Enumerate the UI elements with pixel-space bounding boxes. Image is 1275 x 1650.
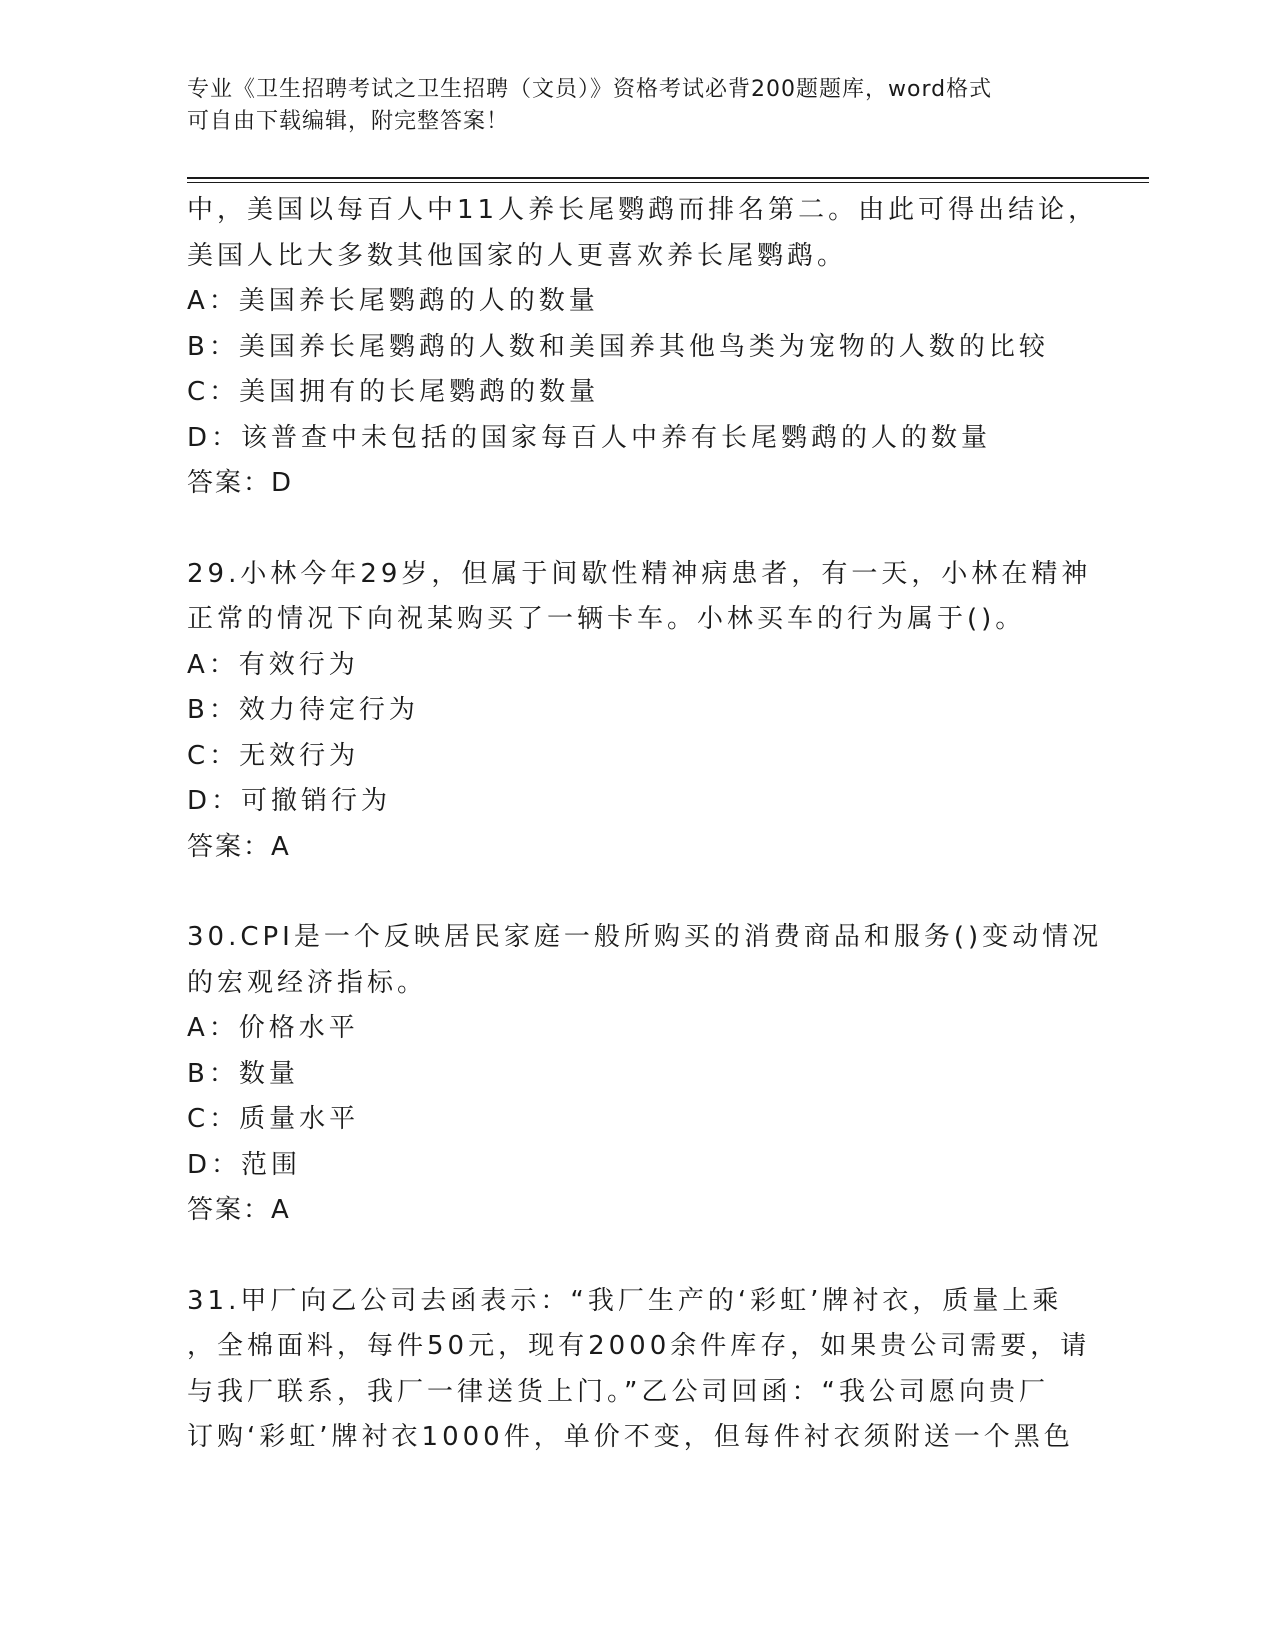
header-divider [187,177,1149,179]
question-text-line: 订购‘彩虹’牌衬衣1000件，单价不变，但每件衬衣须附送一个黑色 [187,1422,1074,1452]
answer-line: 答案：A [187,1195,291,1225]
option-a: A：价格水平 [187,1013,359,1043]
option-b: B：效力待定行为 [187,695,419,725]
option-d: D：范围 [187,1149,302,1180]
option-a: A：美国养长尾鹦鹉的人的数量 [187,286,599,316]
option-c: C：无效行为 [187,740,360,771]
document-body [187,188,1103,1461]
option-d: D：可撤销行为 [187,786,392,816]
option-b: B：美国养长尾鹦鹉的人数和美国养其他鸟类为宠物的人数的比较 [187,331,1049,362]
question-text-line: 与我厂联系，我厂一律送货上门。”乙公司回函：“我公司愿向贵厂 [187,1376,1049,1407]
question-text-line: 31.甲厂向乙公司去函表示：“我厂生产的‘彩虹’牌衬衣，质量上乘 [187,1285,1063,1316]
question-text-line: ，全棉面料，每件50元，现有2000余件库存，如果贵公司需要，请 [187,1331,1091,1361]
answer-line: 答案：A [187,831,291,862]
header-title-line-1: 专业《卫生招聘考试之卫生招聘（文员）》资格考试必背200题题库，word格式 [187,77,993,102]
question-text-line: 正常的情况下向祝某购买了一辆卡车。小林买车的行为属于()。 [187,604,1026,634]
header-title-line-2: 可自由下载编辑，附完整答案！ [187,109,510,134]
question-text-line: 的宏观经济指标。 [187,967,428,998]
question-text-line: 29.小林今年29岁，但属于间歇性精神病患者，有一天，小林在精神 [187,558,1092,589]
question-continuation [187,188,1099,507]
option-b: B：数量 [187,1058,299,1089]
question-text-line: 中，美国以每百人中11人养长尾鹦鹉而排名第二。由此可得出结论， [187,195,1099,225]
question-text-line: 美国人比大多数其他国家的人更喜欢养长尾鹦鹉。 [187,240,848,271]
question-30 [187,915,1103,1234]
option-d: D：该普查中未包括的国家每百人中养有长尾鹦鹉的人的数量 [187,422,992,453]
option-c: C：质量水平 [187,1104,360,1134]
question-text-line: 30.CPI是一个反映居民家庭一般所购买的消费商品和服务()变动情况 [187,922,1103,952]
document-header [187,74,1067,138]
option-c: C：美国拥有的长尾鹦鹉的数量 [187,377,600,407]
header-divider-thin [187,182,1149,183]
answer-line: 答案：D [187,468,294,498]
question-29 [187,552,1092,871]
question-31 [187,1279,1091,1461]
option-a: A：有效行为 [187,649,359,680]
